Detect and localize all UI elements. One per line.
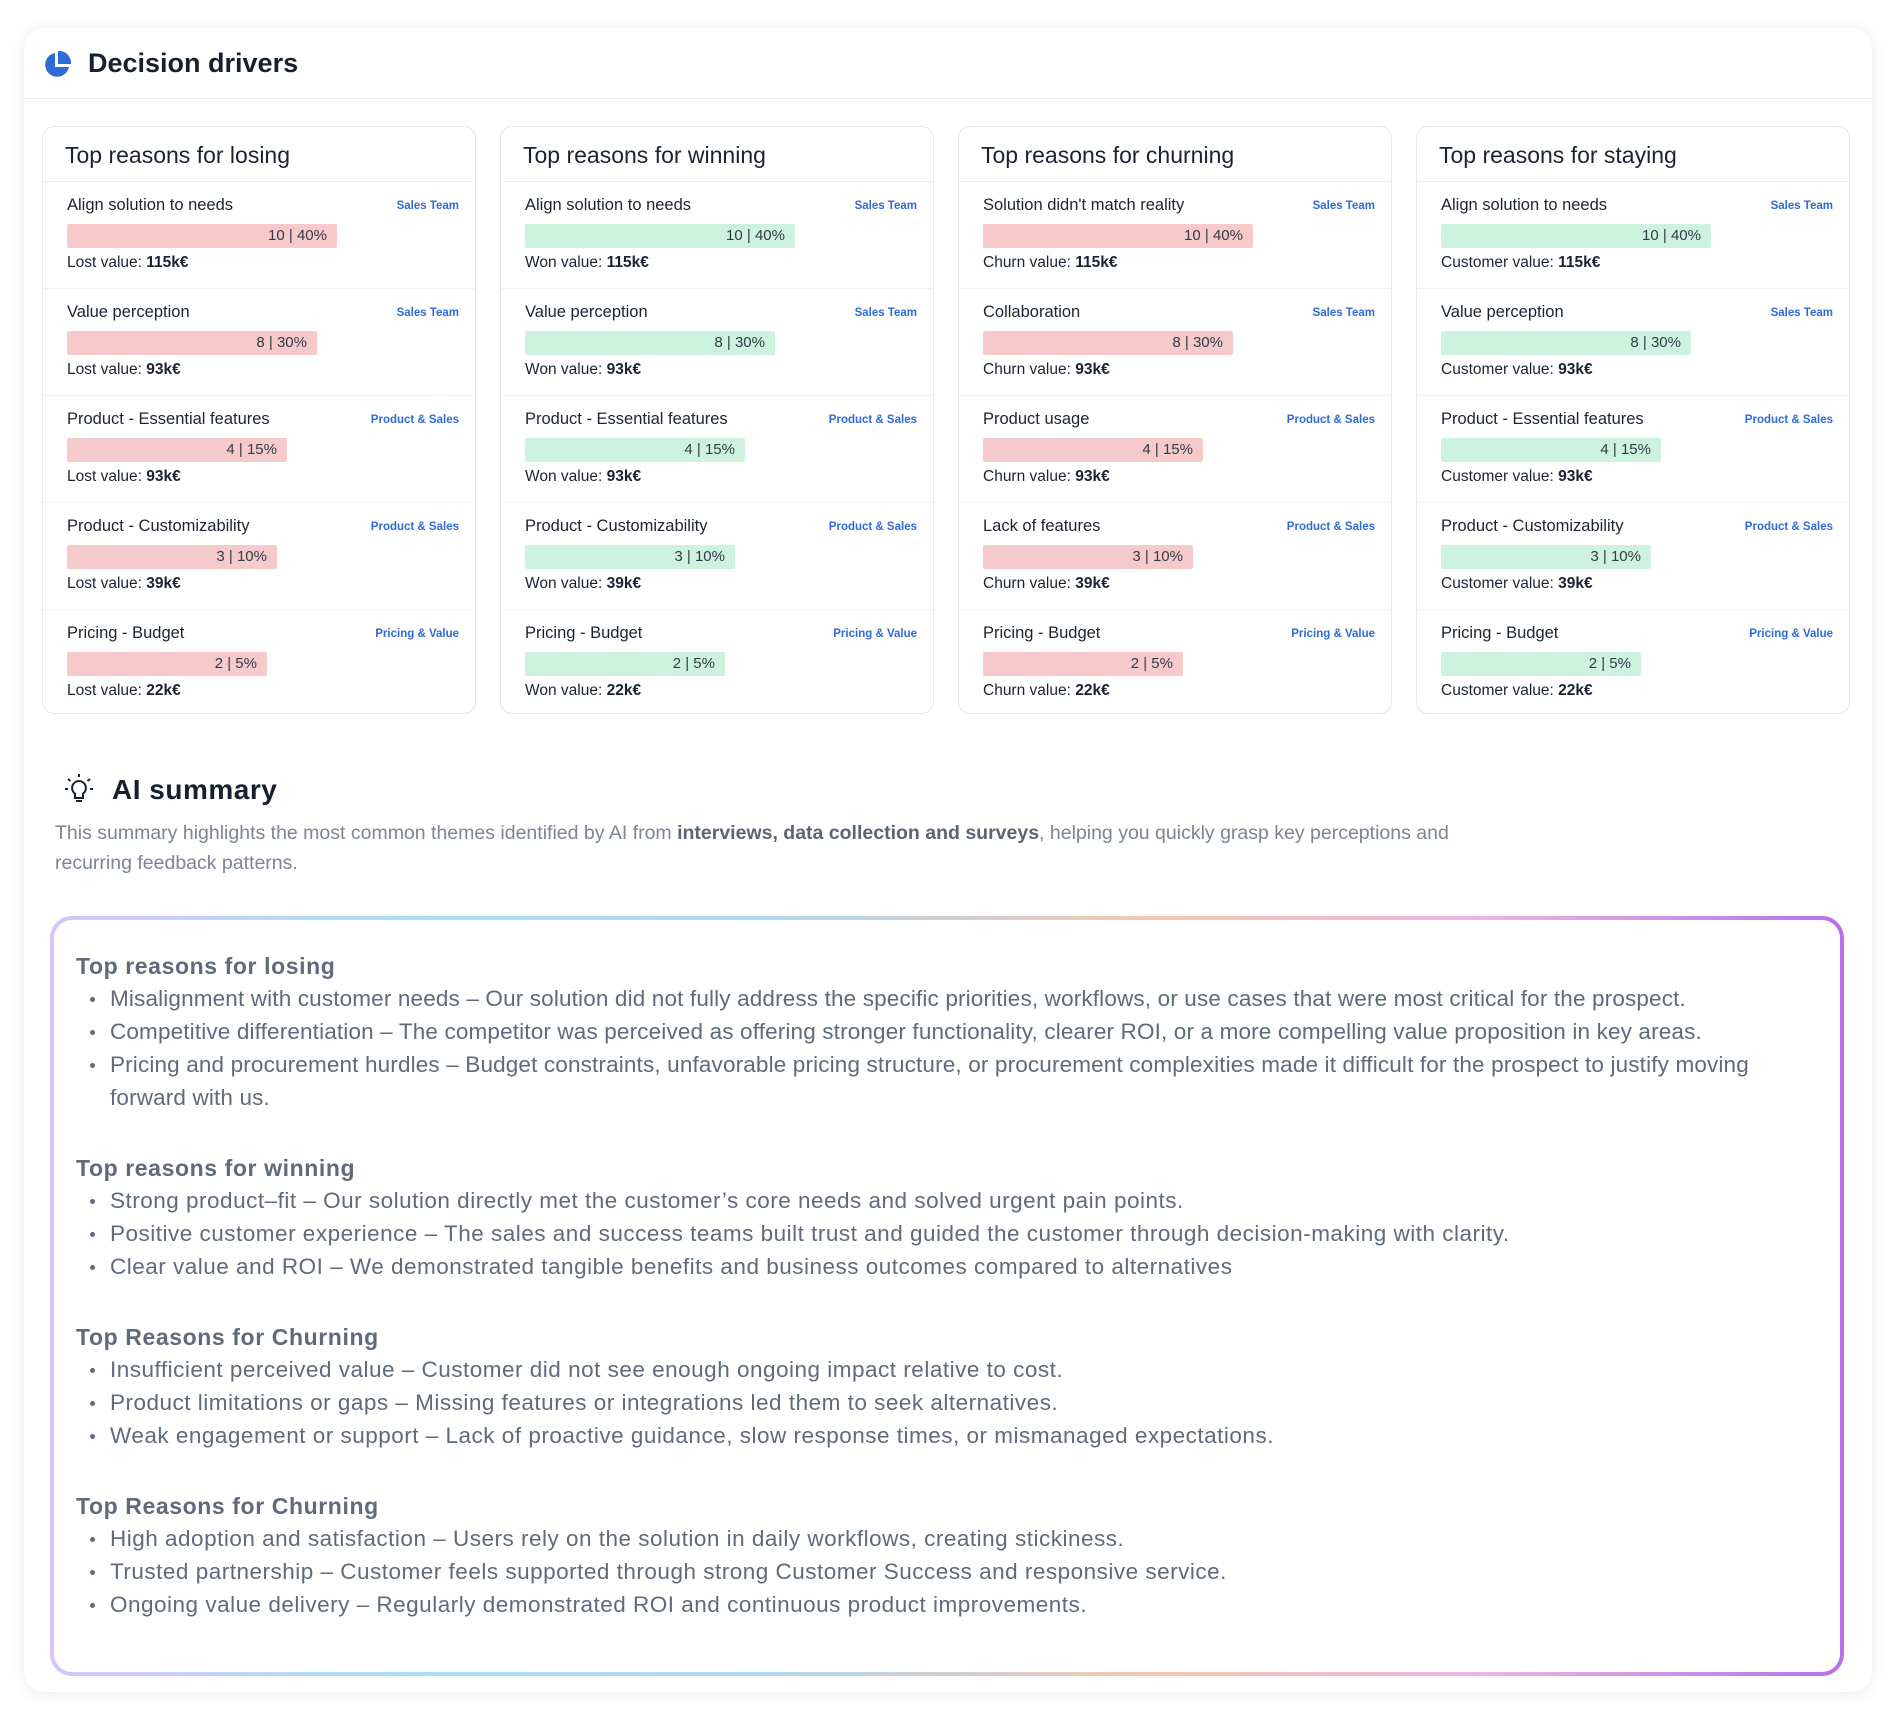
decision-drivers-panel [24,28,1872,1692]
summary-section-title: Top reasons for winning [76,1155,356,1181]
bullet-icon [90,1570,95,1575]
reason-row[interactable] [959,396,1391,503]
value-amount: 39k€ [606,575,642,592]
reason-value [525,682,641,700]
reason-bar: 8 | 30% [525,331,775,355]
ai-summary-content [54,920,1840,1672]
reason-tag: Product & Sales [828,521,917,533]
reason-label: Collaboration [983,303,1081,321]
reason-bar: 2 | 5% [67,652,267,676]
list-item-text: Competitive differentiation – The competitor was perceived as offering stronger functionality, clearer ROI, or a more compelling value proposition in key areas. [110,1019,1702,1044]
reason-label: Product - Customizability [67,517,250,535]
reason-bar: 4 | 15% [525,438,745,462]
value-label: Customer value: [1441,361,1554,378]
reason-label: Product - Essential features [67,410,270,428]
value-label: Lost value: [67,682,142,699]
reason-bar: 10 | 40% [525,224,795,248]
list-item-text: Weak engagement or support – Lack of proactive guidance, slow response times, or mismanaged expectations. [110,1423,1274,1448]
reason-label: Product usage [983,410,1090,428]
card-winning [500,126,934,714]
reason-value [67,254,189,272]
reason-tag: Product & Sales [828,414,917,426]
reason-bar: 10 | 40% [1441,224,1711,248]
value-amount: 39k€ [146,575,181,592]
reason-label: Pricing - Budget [983,624,1101,642]
card-title: Top reasons for churning [959,127,1391,182]
summary-section [76,1490,1820,1621]
value-amount: 39k€ [1075,575,1110,592]
value-label: Churn value: [983,575,1071,592]
reason-bar: 3 | 10% [525,545,735,569]
list-item-text: High adoption and satisfaction – Users rely on the solution in daily workflows, creating stickiness. [110,1526,1125,1551]
value-amount: 93k€ [1558,361,1593,378]
list-item-text: Positive customer experience – The sales and success teams built trust and guided the customer through decision-making with clarity. [110,1221,1510,1246]
reason-value [983,575,1110,593]
bullet-icon [90,1368,95,1373]
reason-row[interactable] [1417,396,1849,503]
reason-bar: 10 | 40% [67,224,337,248]
value-label: Churn value: [983,254,1071,271]
list-item [76,1522,1820,1555]
bullet-icon [90,1232,95,1237]
reason-bar: 4 | 15% [983,438,1203,462]
reason-bar: 8 | 30% [67,331,317,355]
page-title: Decision drivers [88,48,299,78]
reason-bar: 3 | 10% [983,545,1193,569]
reason-row[interactable] [1417,610,1849,716]
reason-bar: 10 | 40% [983,224,1253,248]
reason-row[interactable] [959,503,1391,610]
reason-value [983,361,1110,379]
list-item-text: Ongoing value delivery – Regularly demonstrated ROI and continuous product improvements. [110,1592,1088,1617]
reason-label: Pricing - Budget [1441,624,1559,642]
list-item [76,1555,1820,1588]
panel-header [24,28,1872,99]
reason-label: Value perception [525,303,648,321]
list-item [76,1184,1820,1217]
bullet-icon [90,1401,95,1406]
list-item [76,1386,1820,1419]
reason-bar: 2 | 5% [1441,652,1641,676]
reason-value [1441,682,1593,700]
value-label: Lost value: [67,575,142,592]
reason-label: Product - Customizability [1441,517,1624,535]
reason-value [1441,254,1600,272]
list-item [76,1588,1820,1621]
ai-summary-title: AI summary [112,774,278,805]
reason-value [525,468,641,486]
card-title: Top reasons for winning [501,127,933,182]
value-label: Lost value: [67,361,142,378]
reason-value [67,682,181,700]
bullet-icon [90,1030,95,1035]
reason-bar: 3 | 10% [1441,545,1651,569]
reason-row[interactable] [501,610,933,716]
value-amount: 22k€ [146,682,181,699]
reason-tag: Pricing & Value [1749,628,1833,640]
reason-value [983,468,1110,486]
reason-bar: 2 | 5% [525,652,725,676]
reason-value [67,575,181,593]
value-label: Churn value: [983,361,1071,378]
pie-chart-icon [42,50,72,80]
reason-label: Solution didn't match reality [983,196,1185,214]
list-item-text: Clear value and ROI – We demonstrated tangible benefits and business outcomes compared to alternatives [110,1254,1233,1279]
value-amount: 22k€ [606,682,642,699]
reason-label: Pricing - Budget [67,624,185,642]
value-amount: 115k€ [1075,254,1118,271]
reason-row[interactable] [959,610,1391,716]
value-label: Customer value: [1441,682,1554,699]
summary-list [76,1522,1820,1621]
reason-label: Value perception [1441,303,1564,321]
list-item [76,1419,1820,1452]
reason-row[interactable] [1417,289,1849,396]
summary-section-title: Top Reasons for Churning [76,1493,379,1519]
value-label: Lost value: [67,468,142,485]
card-title: Top reasons for staying [1417,127,1849,182]
reason-tag: Sales Team [396,307,459,319]
bullet-icon [90,1603,95,1608]
ai-summary-description: This summary highlights the most common themes identified by AI from interviews, data collection and surveys, helping you quickly grasp key perceptions and recurring feedback patterns. [55,822,1449,874]
list-item [76,982,1820,1015]
reason-tag: Sales Team [1770,200,1833,212]
reason-value [983,254,1117,272]
value-label: Customer value: [1441,575,1554,592]
reason-tag: Sales Team [396,200,459,212]
reason-tag: Sales Team [1770,307,1833,319]
value-amount: 93k€ [146,361,181,378]
reason-value [67,468,181,486]
bullet-icon [90,1537,95,1542]
value-amount: 93k€ [1075,361,1110,378]
summary-list [76,982,1820,1114]
reason-value [983,682,1110,700]
value-label: Won value: [525,575,603,592]
list-item [76,1048,1820,1114]
reason-value [525,254,649,272]
reason-row[interactable] [43,396,475,503]
value-amount: 93k€ [1558,468,1593,485]
value-amount: 115k€ [1558,254,1601,271]
reason-label: Product - Customizability [525,517,708,535]
reason-row[interactable] [43,503,475,610]
reason-bar: 2 | 5% [983,652,1183,676]
reason-value [67,361,181,379]
value-label: Churn value: [983,682,1071,699]
value-label: Won value: [525,254,603,271]
reason-row[interactable] [1417,182,1849,289]
list-item-text: Pricing and procurement hurdles – Budget constraints, unfavorable pricing structure, or procurement complexities made it difficult for the prospect to justify moving forward with us. [110,1052,1749,1110]
reason-bar: 4 | 15% [1441,438,1661,462]
list-item-text: Strong product–fit – Our solution directly met the customer’s core needs and solved urgent pain points. [110,1188,1184,1213]
reason-tag: Pricing & Value [1291,628,1375,640]
reason-row[interactable] [43,289,475,396]
bullet-icon [90,1434,95,1439]
card-staying [1416,126,1850,714]
reason-tag: Pricing & Value [375,628,459,640]
value-label: Won value: [525,361,603,378]
bullet-icon [90,997,95,1002]
list-item-text: Misalignment with customer needs – Our solution did not fully address the specific priorities, workflows, or use cases that were most critical for the prospect. [110,986,1686,1011]
reason-row[interactable] [1417,503,1849,610]
list-item-text: Insufficient perceived value – Customer did not see enough ongoing impact relative to cost. [110,1357,1064,1382]
card-losing [42,126,476,714]
reason-label: Lack of features [983,517,1101,535]
reason-row[interactable] [959,182,1391,289]
reason-tag: Product & Sales [1744,414,1833,426]
bullet-icon [90,1265,95,1270]
card-title: Top reasons for losing [43,127,475,182]
summary-list [76,1184,1820,1283]
list-item [76,1217,1820,1250]
value-amount: 115k€ [606,254,649,271]
value-label: Won value: [525,468,603,485]
summary-list [76,1353,1820,1452]
reason-row[interactable] [501,396,933,503]
reason-label: Align solution to needs [67,196,234,214]
reason-label: Pricing - Budget [525,624,643,642]
summary-section-title: Top reasons for losing [76,953,336,979]
value-label: Customer value: [1441,254,1554,271]
list-item-text: Product limitations or gaps – Missing features or integrations led them to seek alternatives. [110,1390,1059,1415]
reason-value [1441,468,1593,486]
list-item [76,1250,1820,1283]
value-amount: 115k€ [146,254,189,271]
value-amount: 93k€ [606,361,642,378]
summary-section [76,1321,1820,1452]
reason-cards [42,126,1852,716]
reason-value [525,575,641,593]
reason-tag: Product & Sales [1286,414,1375,426]
value-label: Churn value: [983,468,1071,485]
reason-row[interactable] [43,182,475,289]
summary-section-title: Top Reasons for Churning [76,1324,379,1350]
reason-bar: 8 | 30% [983,331,1233,355]
lightbulb-icon [64,773,94,805]
bullet-icon [90,1063,95,1068]
value-label: Won value: [525,682,603,699]
reason-label: Align solution to needs [1441,196,1608,214]
bullet-icon [90,1199,95,1204]
reason-row[interactable] [501,182,933,289]
reason-value [1441,361,1593,379]
value-amount: 22k€ [1558,682,1593,699]
list-item-text: Trusted partnership – Customer feels supported through strong Customer Success and responsive service. [110,1559,1227,1584]
reason-tag: Product & Sales [370,521,459,533]
reason-label: Value perception [67,303,190,321]
value-amount: 93k€ [1075,468,1110,485]
reason-label: Product - Essential features [525,410,728,428]
reason-value [525,361,641,379]
reason-tag: Sales Team [854,200,917,212]
reason-label: Product - Essential features [1441,410,1644,428]
reason-tag: Pricing & Value [833,628,917,640]
reason-tag: Product & Sales [1744,521,1833,533]
reason-tag: Product & Sales [370,414,459,426]
list-item [76,1015,1820,1048]
ai-summary-box [50,916,1844,1676]
reason-row[interactable] [959,289,1391,396]
reason-row[interactable] [43,610,475,716]
reason-row[interactable] [501,289,933,396]
reason-value [1441,575,1593,593]
reason-tag: Sales Team [854,307,917,319]
summary-section [76,950,1820,1114]
value-amount: 39k€ [1558,575,1593,592]
reason-row[interactable] [501,503,933,610]
card-churning [958,126,1392,714]
value-amount: 93k€ [606,468,642,485]
reason-tag: Sales Team [1312,307,1375,319]
list-item [76,1353,1820,1386]
reason-bar: 4 | 15% [67,438,287,462]
reason-label: Align solution to needs [525,196,692,214]
value-label: Customer value: [1441,468,1554,485]
value-amount: 93k€ [146,468,181,485]
reason-bar: 3 | 10% [67,545,277,569]
reason-tag: Product & Sales [1286,521,1375,533]
summary-section [76,1152,1820,1283]
value-amount: 22k€ [1075,682,1110,699]
reason-tag: Sales Team [1312,200,1375,212]
value-label: Lost value: [67,254,142,271]
reason-bar: 8 | 30% [1441,331,1691,355]
